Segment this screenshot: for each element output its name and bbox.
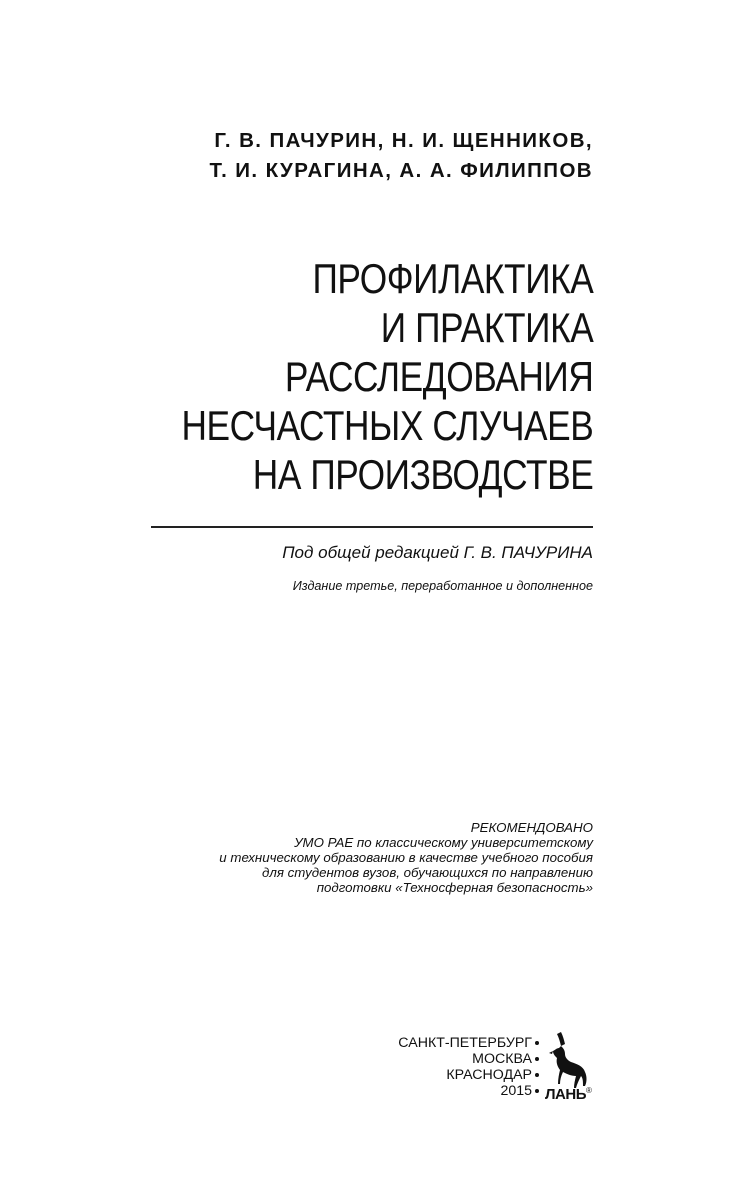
recommendation-line-3: и техническому образованию в качестве учебного пособия [219, 850, 593, 865]
title-divider [151, 526, 593, 528]
authors-line-1: Г. В. ПАЧУРИН, Н. И. ЩЕННИКОВ, [214, 129, 593, 152]
editor-line: Под общей редакцией Г. В. ПАЧУРИНА [282, 543, 593, 562]
imprint-city-2: МОСКВА [398, 1051, 539, 1067]
imprint-city-3: КРАСНОДАР [398, 1067, 539, 1083]
publisher-name: ЛАНЬ® [545, 1086, 592, 1103]
title-line-5: НА ПРОИЗВОДСТВЕ [252, 451, 593, 498]
edition-line: Издание третье, переработанное и дополненное [292, 579, 593, 593]
recommendation-line-2: УМО РАЕ по классическому университетскому [294, 835, 593, 850]
book-title [181, 254, 593, 499]
title-line-4: НЕСЧАСТНЫХ СЛУЧАЕВ [181, 402, 593, 449]
recommendation-line-1: РЕКОМЕНДОВАНО [470, 820, 593, 835]
bullet-dot [535, 1057, 539, 1061]
bullet-dot [535, 1041, 539, 1045]
imprint-year: 2015 [398, 1083, 539, 1099]
title-line-3: РАССЛЕДОВАНИЯ [284, 353, 593, 400]
recommendation-block [219, 820, 593, 895]
imprint-city-1: САНКТ-ПЕТЕРБУРГ [398, 1035, 539, 1051]
title-line-2: И ПРАКТИКА [380, 304, 593, 351]
authors [210, 126, 594, 186]
authors-line-2: Т. И. КУРАГИНА, А. А. ФИЛИППОВ [209, 159, 593, 182]
recommendation-line-5: подготовки «Техносферная безопасность» [316, 880, 593, 895]
imprint-block [398, 1035, 539, 1099]
bullet-dot [535, 1089, 539, 1093]
bullet-dot [535, 1073, 539, 1077]
recommendation-line-4: для студентов вузов, обучающихся по направлению [262, 865, 593, 880]
title-line-1: ПРОФИЛАКТИКА [312, 255, 593, 302]
